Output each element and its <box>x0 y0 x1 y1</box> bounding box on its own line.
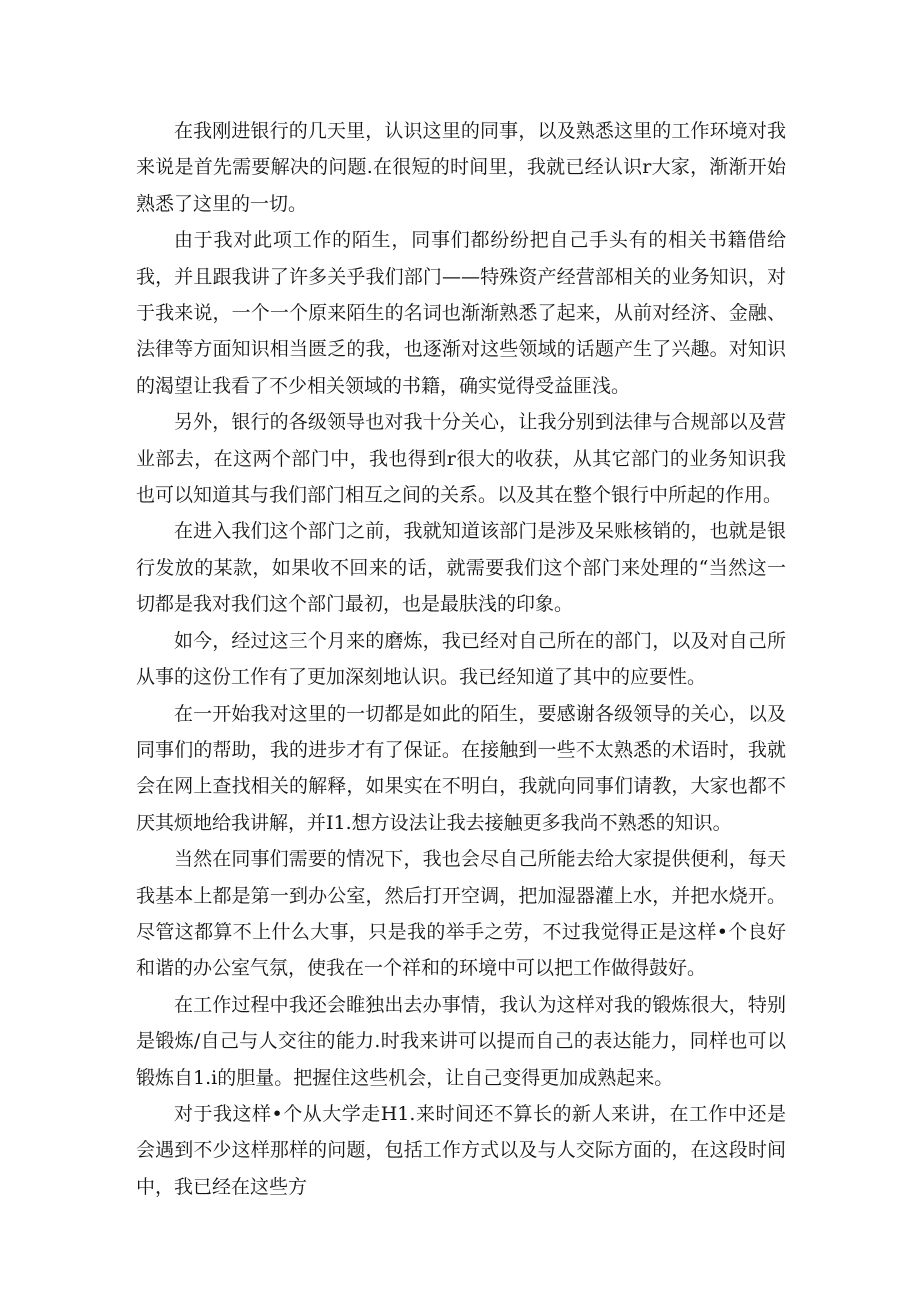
paragraph-9: 对于我这样•个从大学走H1.来时间还不算长的新人来讲，在工作中还是会遇到不少这样那样的问题，包括工作方式以及与人交际方面的，在这段时间中，我已经在这些方 <box>136 1102 786 1198</box>
paragraph-6: 在一开始我对这里的一切都是如此的陌生，要感谢各级领导的关心，以及同事们的帮助，我的进步才有了保证。在接触到一些不太熟悉的术语时，我就会在网上查找相关的解释，如果实在不明白，我就向同事们请教，大家也都不厌其烦地给我讲解，并I1.想方设法让我去接触更多我尚不熟悉的知识。 <box>136 702 786 834</box>
paragraph-8: 在工作过程中我还会睢独出去办事情，我认为这样对我的锻炼很大，特别是锻炼/自己与人交往的能力.时我来讲可以提而自己的表达能力，同样也可以锻炼自1.i的胆量。把握住这些机会，让自己变得更加成熟起来。 <box>136 993 786 1089</box>
paragraph-2: 由于我对此项工作的陌生，同事们都纷纷把自己手头有的相关书籍借给我，并且跟我讲了许多关乎我们部门——特殊资产经营部相关的业务知识，对于我来说，一个一个原来陌生的名词也渐渐熟悉了起来，从前对经济、金融、法律等方面知识相当匮乏的我，也逐渐对这些领域的话题产生了兴趣。对知识的渴望让我看了不少相关领域的书籍，确实觉得受益匪浅。 <box>136 229 786 397</box>
document-body <box>136 113 786 1205</box>
paragraph-1: 在我刚进银行的几天里，认识这里的同事，以及熟悉这里的工作环境对我来说是首先需要解决的问题.在很短的时间里，我就已经认识r大家，渐渐开始熟悉了这里的一切。 <box>136 120 786 215</box>
paragraph-7: 当然在同事们需要的情况下，我也会尽自己所能去给大家提供便利，每天我基本上都是第一到办公室，然后打开空调，把加湿器灌上水，并把水烧开。尽管这都算不上什么大事，只是我的举手之劳，不过我觉得正是这样•个良好和谐的办公室气氛，使我在一个祥和的环境中可以把工作做得鼓好。 <box>136 848 786 980</box>
paragraph-3: 另外，银行的各级领导也对我十分关心，让我分别到法律与合规部以及营业部去，在这两个部门中，我也得到r很大的收获，从其它部门的业务知识我也可以知道其与我们部门相互之间的关系。以及其在整个银行中所起的作用。 <box>136 411 786 507</box>
paragraph-5: 如今，经过这三个月来的磨炼，我已经对自己所在的部门，以及对自己所从事的这份工作有了更加深刻地认识。我已经知道了其中的应要性。 <box>136 629 786 689</box>
paragraph-4: 在进入我们这个部门之前，我就知道该部门是涉及呆账核销的，也就是银行发放的某款，如果收不回来的话，就需要我们这个部门来处理的“当然这一切都是我对我们这个部门最初，也是最肤浅的印象。 <box>136 520 786 616</box>
